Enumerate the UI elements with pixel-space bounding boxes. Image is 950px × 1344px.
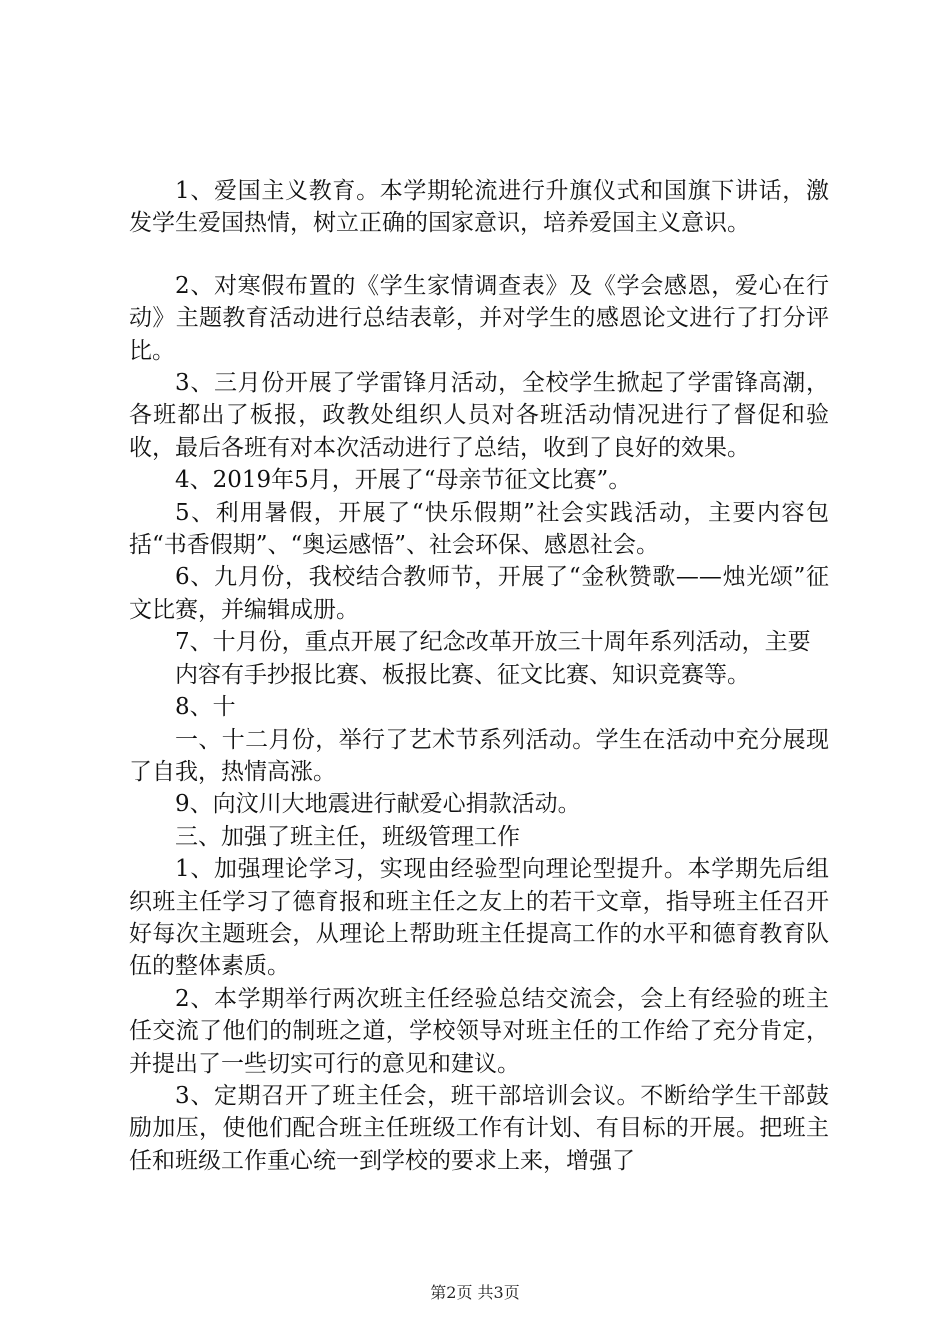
paragraph-experience-exchange: 2、本学期举行两次班主任经验总结交流会，会上有经验的班主任交流了他们的制班之道，学校领导对班主任的工作给了充分肯定，并提出了一些切实可行的意见和建议。 bbox=[129, 985, 829, 1077]
paragraph-lei-feng-month: 3、三月份开展了学雷锋月活动，全校学生掀起了学雷锋高潮，各班都出了板报，政教处组织人员对各班活动情况进行了督促和验收，最后各班有对本次活动进行了总结，收到了良好的效果。 bbox=[129, 370, 829, 461]
paragraph-theory-study: 1、加强理论学习，实现由经验型向理论型提升。本学期先后组织班主任学习了德育报和班主任之友上的若干文章，指导班主任召开好每次主题班会，从理论上帮助班主任提高工作的水平和德育教育队伍的整体素质。 bbox=[129, 856, 829, 980]
paragraph-art-festival: 一、十二月份，举行了艺术节系列活动。学生在活动中充分展现了自我，热情高涨。 bbox=[129, 726, 829, 785]
page-footer: 第2页 共3页 bbox=[430, 1283, 520, 1302]
paragraph-summer-practice: 5、利用暑假，开展了“快乐假期”社会实践活动，主要内容包括“书香假期”、“奥运感悟”、社会环保、感恩社会。 bbox=[129, 499, 829, 559]
paragraph-mothers-day: 4、2019年5月，开展了“母亲节征文比赛”。 bbox=[175, 467, 632, 494]
paragraph-reform-contents: 内容有手抄报比赛、板报比赛、征文比赛、知识竞赛等。 bbox=[175, 661, 750, 688]
paragraph-patriotic-education: 1、爱国主义教育。本学期轮流进行升旗仪式和国旗下讲话，激发学生爱国热情，树立正确的国家意识，培养爱国主义意识。 bbox=[129, 178, 829, 237]
document-body bbox=[129, 175, 829, 1177]
paragraph-earthquake-donation: 9、向汶川大地震进行献爱心捐款活动。 bbox=[175, 791, 581, 818]
paragraph-regular-meetings: 3、定期召开了班主任会，班干部培训会议。不断给学生干部鼓励加压，使他们配合班主任班级工作有计划、有目标的开展。把班主任和班级工作重心统一到学校的要求上来，增强了 bbox=[129, 1082, 829, 1174]
paragraph-item-eight: 8、十 bbox=[175, 694, 236, 721]
paragraph-teachers-day: 6、九月份，我校结合教师节，开展了“金秋赞歌——烛光颂”征文比赛，并编辑成册。 bbox=[129, 564, 829, 623]
paragraph-reform-anniversary: 7、十月份，重点开展了纪念改革开放三十周年系列活动，主要 bbox=[175, 629, 811, 656]
paragraph-winter-survey: 2、对寒假布置的《学生家情调查表》及《学会感恩，爱心在行动》主题教育活动进行总结表彰，并对学生的感恩论文进行了打分评比。 bbox=[129, 272, 829, 364]
section-heading-class-management: 三、加强了班主任，班级管理工作 bbox=[175, 823, 520, 850]
